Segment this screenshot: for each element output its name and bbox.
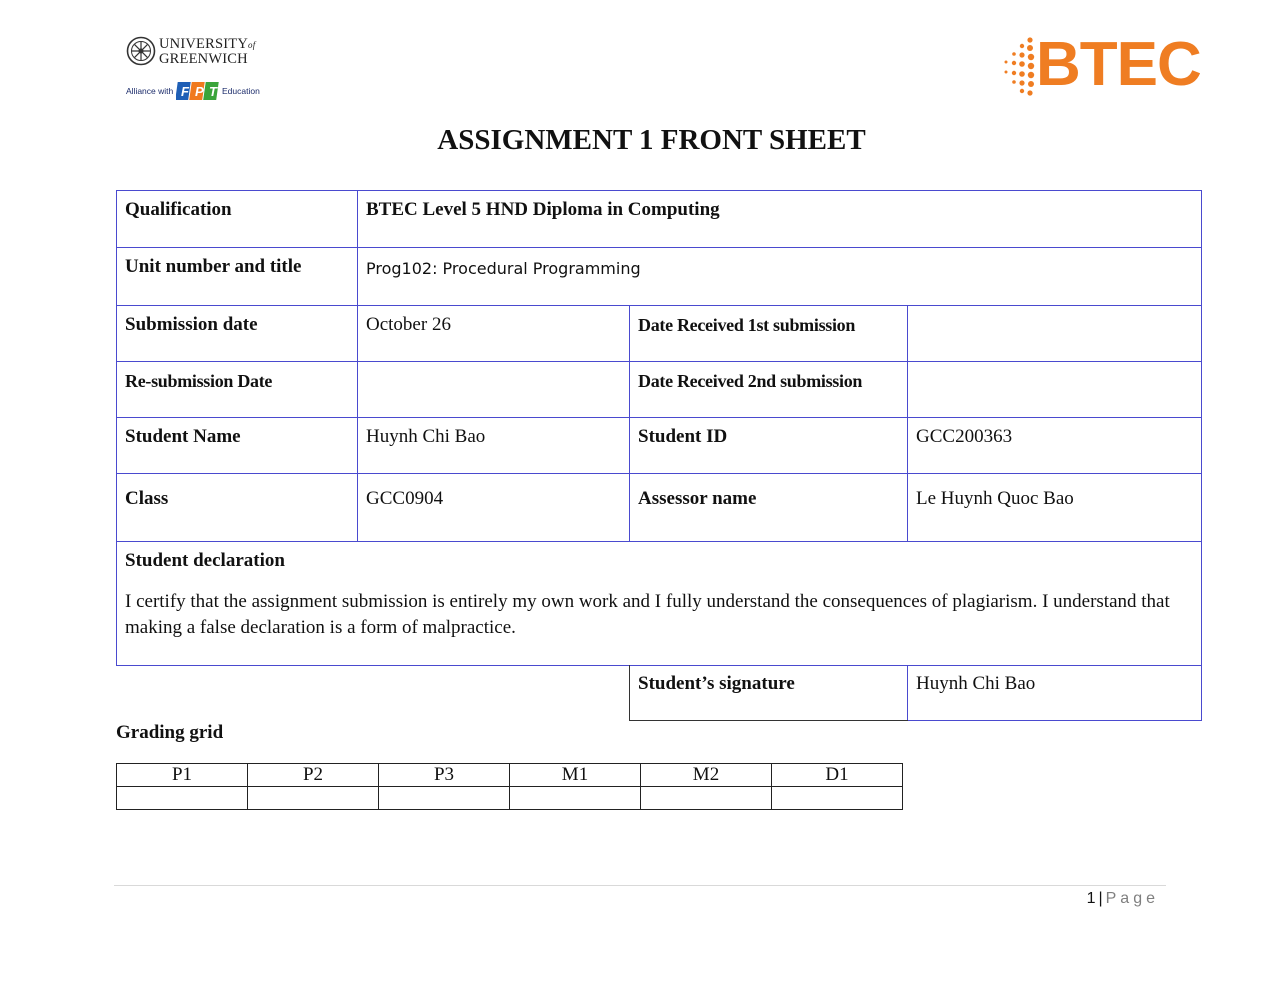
student-name-label: Student Name [117,418,358,474]
student-name-value: Huynh Chi Bao [358,418,630,474]
grade-value-p3 [379,787,510,810]
qualification-row [117,191,1202,248]
unit-label: Unit number and title [117,248,358,306]
btec-logo [1000,30,1201,99]
education-text: Education [222,86,260,96]
signature-table [629,665,1202,721]
grade-header-p3: P3 [379,764,510,787]
btec-wordmark: BTEC [1036,30,1201,99]
grade-header-d1: D1 [772,764,903,787]
footer-divider [114,885,1166,886]
grade-value-d1 [772,787,903,810]
submission-row [117,306,1202,362]
fpt-logo-icon [176,80,222,102]
grade-header-m1: M1 [510,764,641,787]
front-sheet-table [116,190,1202,666]
grading-header-row [117,764,903,787]
university-of-greenwich-logo [126,36,266,102]
grade-value-m1 [510,787,641,810]
university-of: of [248,40,256,50]
date-received-2-value [908,362,1202,418]
grading-grid-title: Grading grid [116,722,224,743]
class-value: GCC0904 [358,474,630,542]
grading-value-row [117,787,903,810]
page-separator: | [1098,890,1103,907]
date-received-1-value [908,306,1202,362]
university-line2: GREENWICH [159,51,248,67]
qualification-label: Qualification [117,191,358,248]
resubmission-label: Re-submission Date [117,362,358,418]
declaration-text: I certify that the assignment submission is entirely my own work and I fully understand the consequences of plagiarism. I understand that making a false declaration is a form of malpractice. [125,591,1170,638]
btec-dots-icon [1000,36,1040,98]
declaration-row [117,542,1202,666]
grade-value-p2 [248,787,379,810]
qualification-value: BTEC Level 5 HND Diploma in Computing [358,191,1202,248]
page-number-footer [1087,888,1159,910]
page-label: Page [1105,890,1159,907]
signature-value: Huynh Chi Bao [908,665,1202,720]
date-received-1-label: Date Received 1st submission [630,306,908,362]
unit-value: Prog102: Procedural Programming [358,248,1202,306]
university-line1: UNIVERSITY [159,36,248,52]
date-received-2-label: Date Received 2nd submission [630,362,908,418]
svg-text:T: T [209,84,217,99]
svg-text:P: P [195,84,204,99]
student-row [117,418,1202,474]
resubmission-row [117,362,1202,418]
university-name [159,37,255,66]
alliance-text: Alliance with [126,86,174,96]
student-id-value: GCC200363 [908,418,1202,474]
assessor-value: Le Huynh Quoc Bao [908,474,1202,542]
grading-grid-table [116,763,903,810]
greenwich-seal-icon [126,36,156,66]
signature-label: Student’s signature [630,665,908,720]
student-id-label: Student ID [630,418,908,474]
declaration-cell [117,542,1202,666]
submission-date-value: October 26 [358,306,630,362]
resubmission-value [358,362,630,418]
grade-header-m2: M2 [641,764,772,787]
svg-text:F: F [181,84,189,99]
page-number: 1 [1086,890,1096,907]
submission-date-label: Submission date [117,306,358,362]
grade-value-p1 [117,787,248,810]
declaration-title: Student declaration [125,550,285,571]
signature-row [630,665,1202,720]
grade-header-p1: P1 [117,764,248,787]
grade-header-p2: P2 [248,764,379,787]
page-title: ASSIGNMENT 1 FRONT SHEET [437,124,866,156]
class-label: Class [117,474,358,542]
grade-value-m2 [641,787,772,810]
class-row [117,474,1202,542]
unit-row [117,248,1202,306]
assessor-label: Assessor name [630,474,908,542]
